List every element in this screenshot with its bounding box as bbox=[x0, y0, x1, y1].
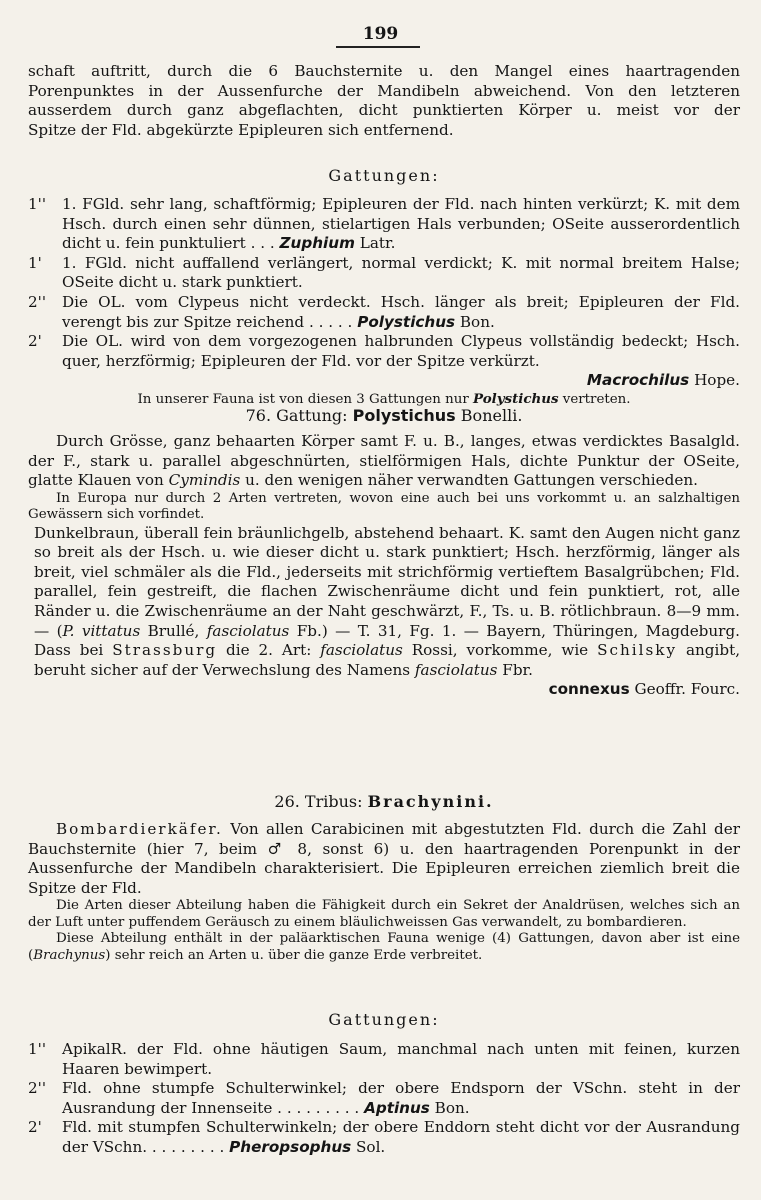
key1-entry-1 bbox=[28, 195, 740, 254]
intro-line-3: ausserdem durch ganz abgeflachten, dicht punktierten Körper u. meist vor der bbox=[28, 101, 740, 120]
key1-note-text-b: vertreten. bbox=[562, 391, 631, 407]
intro-paragraph bbox=[28, 62, 740, 140]
key2-entry-3-text: Fld. mit stumpfen Schulterwinkeln; der obere Enddorn steht dicht vor der Ausrandung der VSchn. . . . . . . . . bbox=[62, 1118, 740, 1156]
page-number-rule bbox=[336, 46, 420, 48]
genus-zuphium-author: Latr. bbox=[359, 234, 396, 253]
genus-macrochilus-line bbox=[62, 371, 740, 391]
genus-polystichus: Polystichus bbox=[357, 312, 456, 331]
key2-entry-2-marker: 2'' bbox=[28, 1079, 47, 1098]
key1-entry-2 bbox=[28, 254, 740, 293]
key2-entry-3 bbox=[28, 1118, 740, 1157]
gattung76-desc-b: u. den wenigen näher verwandten Gattungen verschieden. bbox=[245, 471, 698, 490]
genus-macrochilus: Macrochilus bbox=[586, 371, 690, 390]
key2-entry-3-marker: 2' bbox=[28, 1118, 42, 1137]
key1 bbox=[28, 195, 740, 408]
person-schilsky: Schilsky bbox=[597, 641, 678, 660]
species-connexus-author: Geoffr. Fourc. bbox=[634, 680, 740, 699]
synonym-vittatus-author: Brullé, bbox=[147, 621, 200, 640]
genus-aptinus: Aptinus bbox=[364, 1098, 430, 1117]
tribus-note-2-a: Diese Abteilung enthält in der paläarktischen Fauna wenige (4) Gattungen, davon aber ist eine ( bbox=[28, 931, 740, 963]
key1-entry-2-text: 1. FGld. nicht auffallend verlängert, normal verdickt; K. mit normal breitem Halse; OSeite dicht u. stark punktiert. bbox=[62, 253, 740, 292]
key2-entry-1 bbox=[28, 1040, 740, 1079]
key1-entry-1-text: 1. FGld. sehr lang, schaftförmig; Epipleuren der Fld. nach hinten verkürzt; K. mit dem Hsch. durch einen sehr dünnen, stielartigen Hals verbunden; OSeite ausserordentlich dicht u. fein punktuliert . . . bbox=[62, 195, 740, 253]
key1-entry-4 bbox=[28, 332, 740, 391]
tribus-intro-b: 8, sonst 6) u. den haartragenden Porenpunkt in der Aussenfurche der Mandibeln charakterisiert. Die Epipleuren erreichen ziemlich breit die Spitze der Fld. bbox=[28, 839, 740, 897]
gattung76-name: Polystichus bbox=[352, 406, 456, 425]
key1-entry-2-marker: 1' bbox=[28, 253, 42, 272]
species-ref-fasciolatus-2: fasciolatus bbox=[414, 660, 498, 679]
tribus-note-2 bbox=[28, 931, 740, 964]
gattung76-description bbox=[28, 432, 740, 491]
genus-pheropsophus: Pheropsophus bbox=[229, 1137, 352, 1156]
genus-aptinus-author: Bon. bbox=[434, 1098, 470, 1117]
gattung76-number: 76. Gattung: bbox=[245, 406, 348, 425]
common-name-bombardierkaefer: Bombardierkäfer. bbox=[56, 820, 223, 838]
key1-entry-3-text: Die OL. vom Clypeus nicht verdeckt. Hsch. länger als breit; Epipleuren der Fld. verengt bis zur Spitze reichend . . . . . bbox=[62, 292, 740, 331]
synonym-fasciolatus: fasciolatus bbox=[206, 621, 290, 640]
species-connexus: connexus bbox=[548, 680, 630, 699]
gattung76-body bbox=[28, 432, 740, 700]
synonym-vittatus: P. vittatus bbox=[62, 621, 141, 640]
species-desc-c: die 2. Art: bbox=[226, 641, 312, 660]
key1-entry-3-marker: 2'' bbox=[28, 292, 47, 311]
species-desc-b: Fb.) — T. 31, Fg. 1. — Bayern, Thüringen, Magdeburg. Dass bei bbox=[34, 621, 740, 660]
key2-entry-2-text: Fld. ohne stumpfe Schulterwinkel; der obere Endsporn der VSchn. steht in der Ausrandung der Innenseite . . . . . . . . . bbox=[62, 1079, 740, 1117]
key1-note-text-a: In unserer Fauna ist von diesen 3 Gattungen nur bbox=[137, 391, 469, 407]
tribus-body bbox=[28, 820, 740, 964]
male-symbol: ♂ bbox=[267, 839, 287, 858]
tribus-intro bbox=[28, 820, 740, 898]
species-desc-d: Rossi, vorkomme, wie bbox=[411, 641, 589, 660]
key2-entry-2 bbox=[28, 1079, 740, 1118]
intro-line-4: Spitze der Fld. abgekürzte Epipleuren sich entfernend. bbox=[28, 120, 454, 139]
tribus-note-2-b: ) sehr reich an Arten u. über die ganze Erde verbreitet. bbox=[105, 947, 483, 963]
species-desc-e: angibt, beruht sicher auf der Verwechslung des Namens bbox=[34, 641, 741, 679]
key1-entry-4-text: Die OL. wird von dem vorgezogenen halbrunden Clypeus vollständig bedeckt; Hsch. quer, herzförmig; Epipleuren der Fld. vor der Spitze verkürzt. bbox=[62, 332, 740, 370]
tribus-heading bbox=[28, 792, 740, 811]
species-ref-fasciolatus: fasciolatus bbox=[320, 641, 403, 660]
intro-line-1: schaft auftritt, durch die 6 Bauchsternite u. den Mangel eines haartragenden bbox=[28, 62, 740, 80]
key2-entry-1-text: ApikalR. der Fld. ohne häutigen Saum, manchmal nach unten mit feinen, kurzen Haaren bewimpert. bbox=[62, 1040, 740, 1078]
genus-zuphium: Zuphium bbox=[279, 234, 355, 253]
key1-entry-4-marker: 2' bbox=[28, 332, 42, 351]
genus-ref-cymindis: Cymindis bbox=[168, 471, 241, 490]
tribus-number: 26. Tribus: bbox=[274, 792, 363, 811]
gattung76-desc-a: Durch Grösse, ganz behaarten Körper samt F. u. B., langes, etwas verdicktes Basalgld. der F., stark u. parallel abgeschnürten, stielförmigen Hals, dichte Punktur der OSeite, glatte Klauen von bbox=[28, 432, 740, 490]
place-strassburg: Strassburg bbox=[112, 641, 218, 660]
intro-line-2: Porenpunktes in der Aussenfurche der Mandibeln abweichend. Von den letzteren bbox=[28, 81, 740, 100]
tribus-name: Brachynini. bbox=[367, 792, 494, 811]
genus-pheropsophus-author: Sol. bbox=[356, 1137, 386, 1156]
key1-note-genus: Polystichus bbox=[473, 390, 559, 407]
genus-ref-brachynus: Brachynus bbox=[33, 947, 106, 963]
page-number: 199 bbox=[362, 24, 399, 44]
species-desc-a: Dunkelbraun, überall fein bräunlichgelb, abstehend behaart. K. samt den Augen nicht ganz so breit als der Hsch. u. wie dieser dicht u. stark punktiert; Hsch. herzförmig, länger als breit, viel schmäler als die Fld., jederseits mit strichförmig vertieftem Basalgrübchen; Fld. parallel, fein gestreift, die flachen Zwischenräume dicht und fein punktiert, rot, alle Ränder u. die Zwischenräume an der Naht geschwärzt, F., Ts. u. B. rötlichbraun. 8—9 mm. — ( bbox=[34, 523, 740, 640]
gattung76-europe-note: In Europa nur durch 2 Arten vertreten, wovon eine auch bei uns vorkommt u. an salzhaltigen Gewässern sich vorfindet. bbox=[28, 490, 740, 523]
key2-heading: Gattungen: bbox=[328, 1010, 440, 1029]
species-name-line bbox=[28, 680, 740, 700]
key2-entry-1-marker: 1'' bbox=[28, 1040, 47, 1058]
key1-entry-1-marker: 1'' bbox=[28, 195, 47, 213]
gattung76-heading bbox=[28, 406, 740, 425]
key1-entry-3 bbox=[28, 293, 740, 332]
genus-polystichus-author: Bon. bbox=[459, 312, 495, 331]
species-description bbox=[28, 524, 740, 681]
key1-heading: Gattungen: bbox=[328, 166, 440, 185]
tribus-intro-a: Von allen Carabicinen mit abgestutzten Fld. durch die Zahl der Bauchsternite (hier 7, beim bbox=[28, 820, 740, 858]
species-desc-f: Fbr. bbox=[502, 660, 533, 679]
key2 bbox=[28, 1040, 740, 1158]
genus-macrochilus-author: Hope. bbox=[694, 371, 740, 390]
tribus-note-1: Die Arten dieser Abteilung haben die Fähigkeit durch ein Sekret der Analdrüsen, welches sich an der Luft unter puffendem Geräusch zu einem bläulichweissen Gas verwandelt, zu bombardieren. bbox=[28, 898, 740, 930]
gattung76-author: Bonelli. bbox=[460, 406, 523, 425]
